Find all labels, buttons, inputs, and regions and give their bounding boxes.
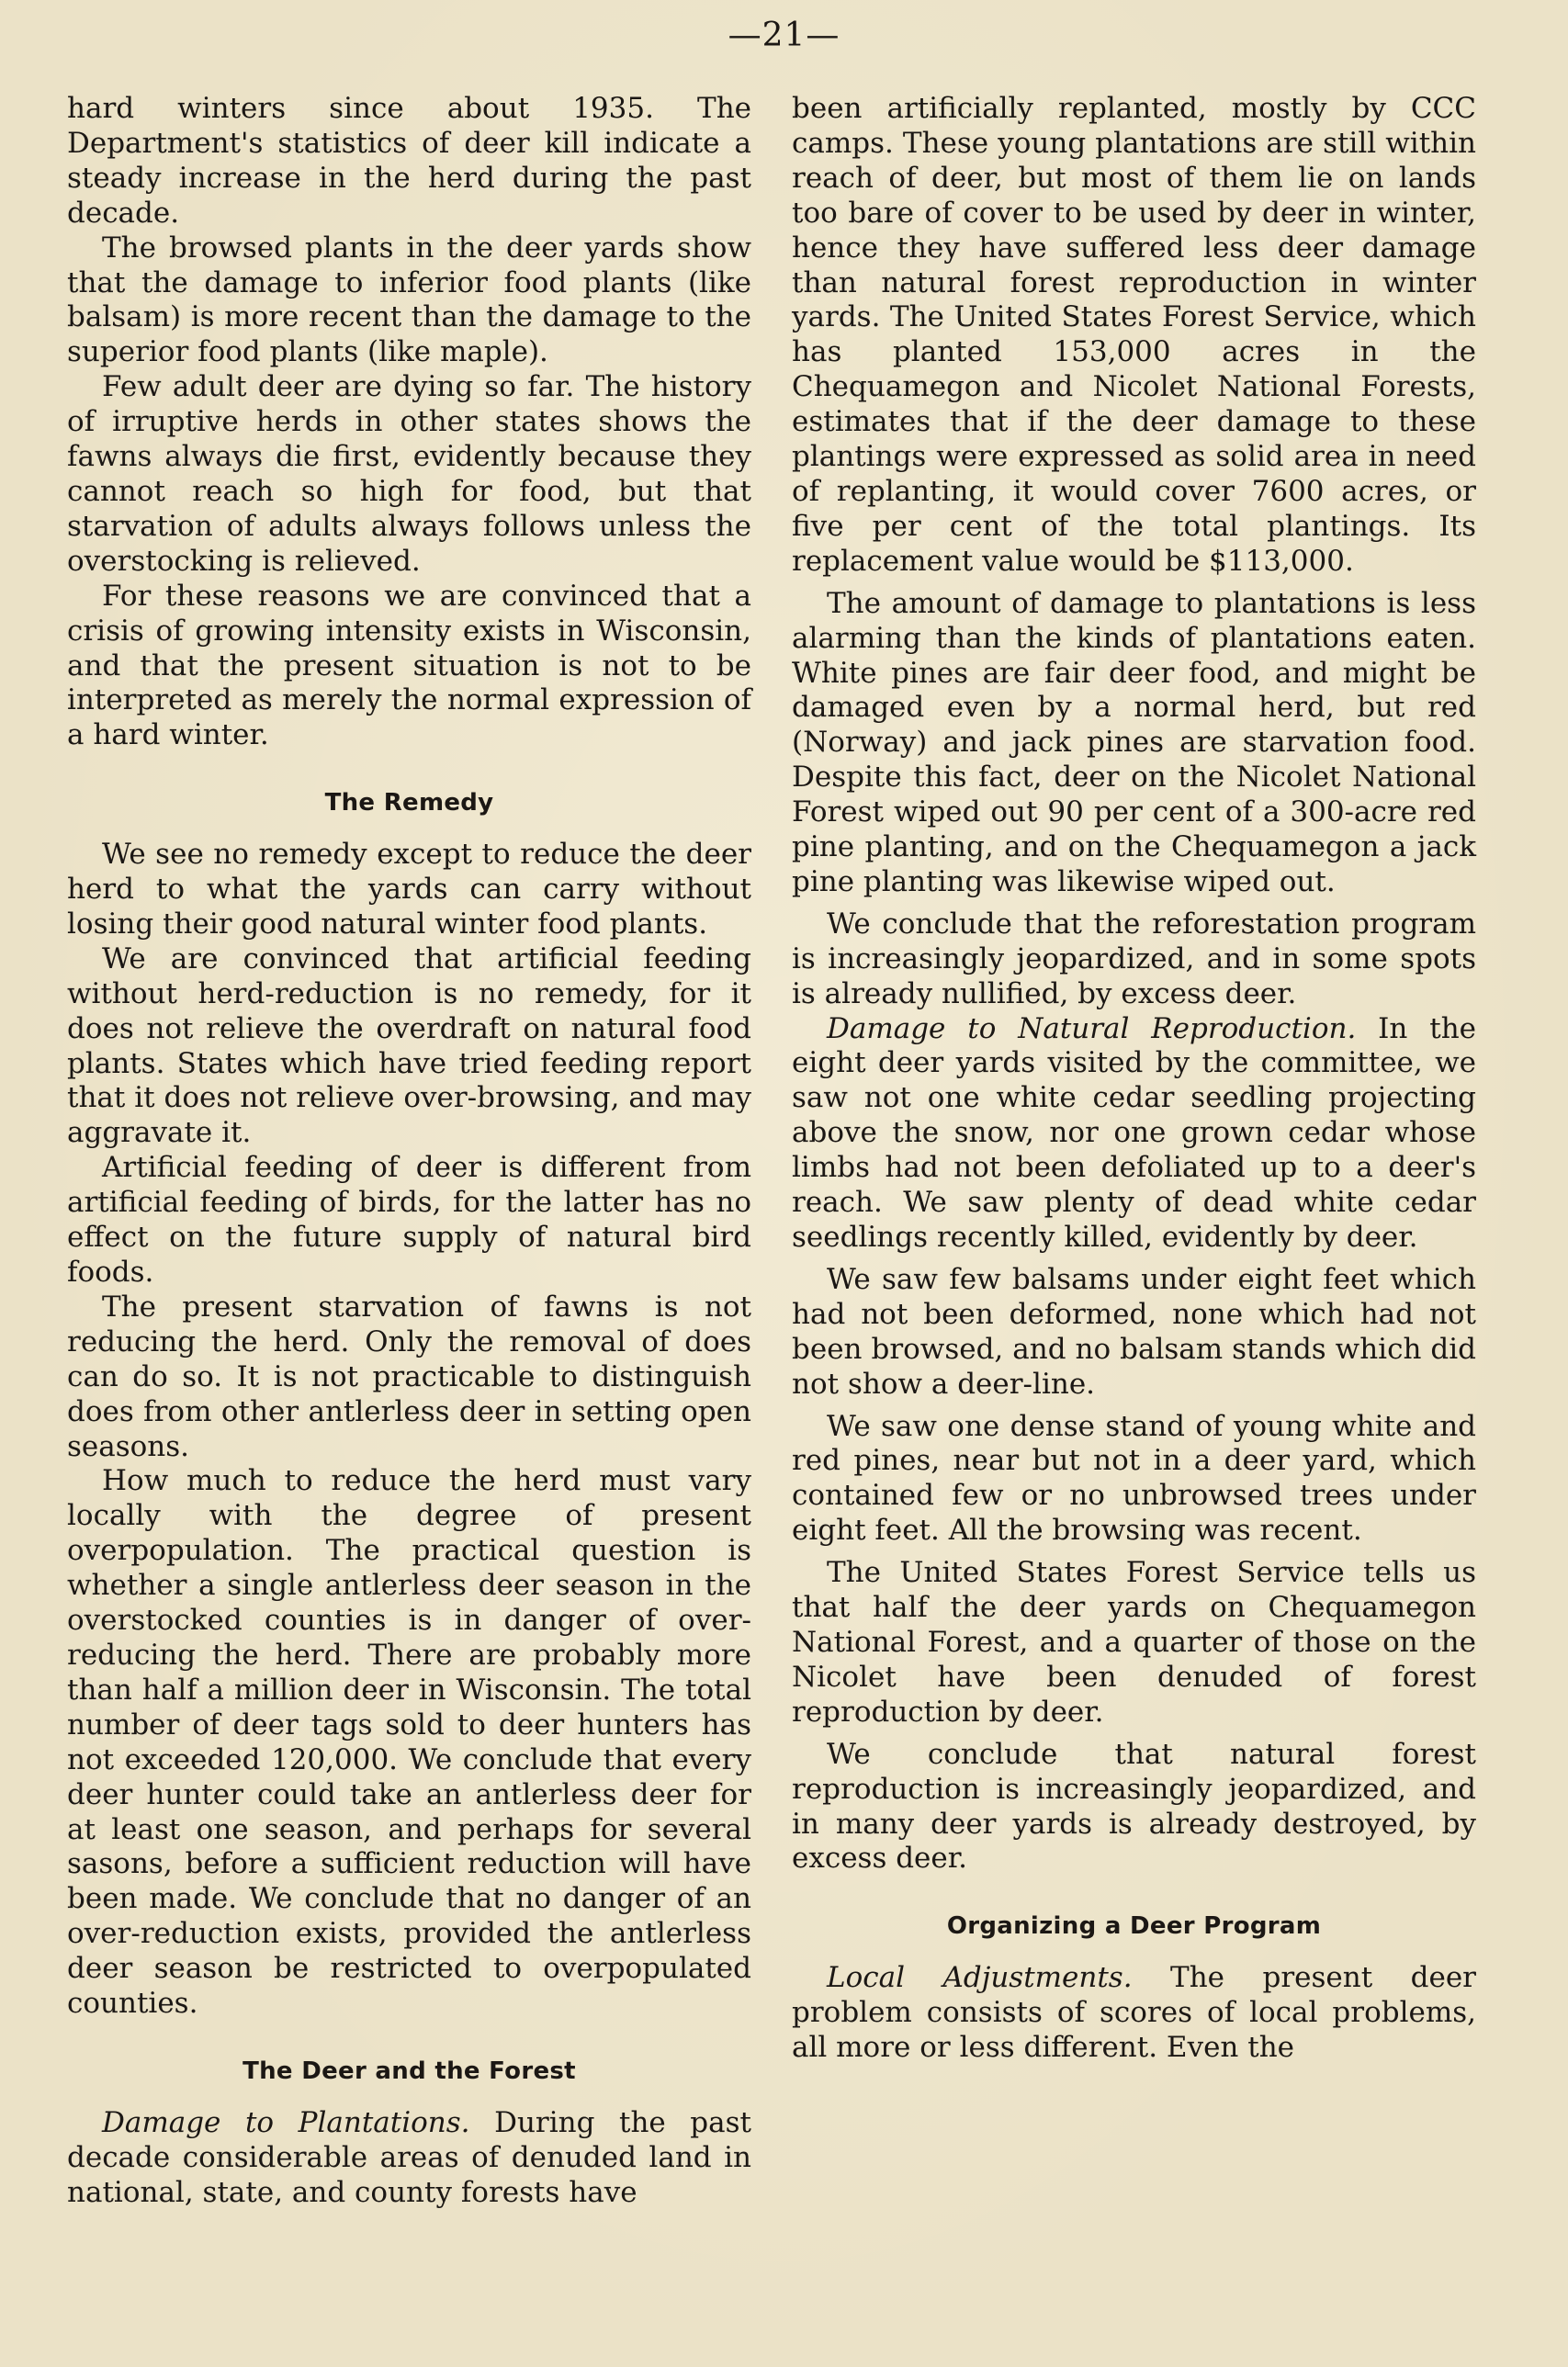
paragraph-text: In the eight deer yards visited by the committee, we saw not one white cedar seedling projecting above the snow, nor one grown cedar whose limbs had not been defoliated up to a deer's reach. We saw plenty of dead white cedar seedlings recently killed, evidently by deer. [792, 1011, 1477, 1254]
paragraph: We are convinced that artificial feeding without herd-reduction is no remedy, for it does not relieve the overdraft on natural food plants. States which have tried feeding report that it does not relieve over-browsing, and may aggravate it. [67, 941, 751, 1150]
paragraph: The United States Forest Service tells us that half the deer yards on Chequamegon National Forest, and a quarter of those on the Nicolet have been denuded of forest reproduction by deer. [792, 1556, 1476, 1729]
paragraph: We conclude that the reforestation program is increasingly jeopardized, and in some spots is already nullified, by excess deer. [792, 907, 1476, 1010]
left-column [67, 92, 751, 2211]
paragraph: been artificially replanted, mostly by CCC camps. These young plantations are still within reach of deer, but most of them lie on lands too bare of cover to be used by deer in winter, hence they have suffered less deer damage than natural forest reproduction in winter yards. The United States Forest Service, which has planted 153,000 acres in the Chequamegon and Nicolet National Forests, estimates that if the deer damage to these plantings were expressed as solid area in need of replanting, it would cover 7600 acres, or five per cent of the total plantings. Its replacement value would be $113,000. [792, 92, 1476, 578]
paragraph-plantations [67, 2106, 751, 2211]
paragraph: The amount of damage to plantations is less alarming than the kinds of plantations eaten. White pines are fair deer food, and might be damaged even by a normal herd, but red (Norway) and jack pines are starvation food. Despite this fact, deer on the Nicolet National Forest wiped out 90 per cent of a 300-acre red pine planting, and on the Chequamegon a jack pine planting was likewise wiped out. [792, 586, 1476, 898]
section-heading-deer-program: Organizing a Deer Program [946, 1912, 1322, 1941]
paragraph-natural-reproduction [792, 1012, 1476, 1256]
run-in-heading: Damage to Plantations. [102, 2105, 470, 2139]
paragraph: We see no remedy except to reduce the deer herd to what the yards can carry without losing their good natural winter food plants. [67, 838, 751, 941]
paragraph: We saw few balsams under eight feet which had not been deformed, none which had not been browsed, and no balsam stands which did not show a deer-line. [792, 1262, 1476, 1401]
paragraph: We conclude that natural forest reproduction is increasingly jeopardized, and in many deer yards is already destroyed, by excess deer. [792, 1737, 1476, 1876]
paragraph: For these reasons we are convinced that a crisis of growing intensity exists in Wisconsin, and that the present situation is not to be interpreted as merely the normal expression of a hard winter. [67, 579, 751, 752]
run-in-heading: Local Adjustments. [827, 1961, 1133, 1995]
paragraph: Few adult deer are dying so far. The history of irruptive herds in other states shows the fawns always die first, evidently because they cannot reach so high for food, but that starvation of adults always follows unless the overstocking is relieved. [67, 370, 751, 578]
page-number: —21— [728, 17, 840, 54]
paragraph: hard winters since about 1935. The Department's statistics of deer kill indicate a steady increase in the herd during the past decade. [67, 92, 751, 230]
paragraph-text: During the past decade considerable areas of denuded land in national, state, and county forests have [67, 2105, 752, 2209]
paragraph: The browsed plants in the deer yards show that the damage to inferior food plants (like balsam) is more recent than the damage to the superior food plants (like maple). [67, 231, 751, 369]
section-heading-deer-and-forest: The Deer and the Forest [243, 2057, 576, 2085]
paragraph: We saw one dense stand of young white and red pines, near but not in a deer yard, which contained few or no unbrowsed trees under eight feet. All the browsing was recent. [792, 1409, 1476, 1548]
paragraph: Artificial feeding of deer is different from artificial feeding of birds, for the latter has no effect on the future supply of natural bird foods. [67, 1151, 751, 1289]
paragraph-text: The present deer problem consists of scores of local problems, all more or less different. Even the [792, 1961, 1476, 2065]
section-heading-remedy: The Remedy [324, 789, 494, 817]
run-in-heading: Damage to Natural Reproduction. [827, 1011, 1357, 1045]
paragraph: The present starvation of fawns is not reducing the herd. Only the removal of does can do so. It is not practicable to distinguish does from other antlerless deer in setting open seasons. [67, 1290, 751, 1463]
right-column [792, 92, 1476, 2066]
paragraph: How much to reduce the herd must vary locally with the degree of present overpopulation. The practical question is whether a single antlerless deer season in the overstocked counties is in danger of over-reducing the herd. There are probably more than half a million deer in Wisconsin. The total number of deer tags sold to deer hunters has not exceeded 120,000. We conclude that every deer hunter could take an antlerless deer for at least one season, and perhaps for several sasons, before a sufficient reduction will have been made. We conclude that no danger of an over-reduction exists, provided the antlerless deer season be restricted to overpopulated counties. [67, 1464, 751, 2021]
paragraph-local-adjustments [792, 1961, 1476, 2066]
